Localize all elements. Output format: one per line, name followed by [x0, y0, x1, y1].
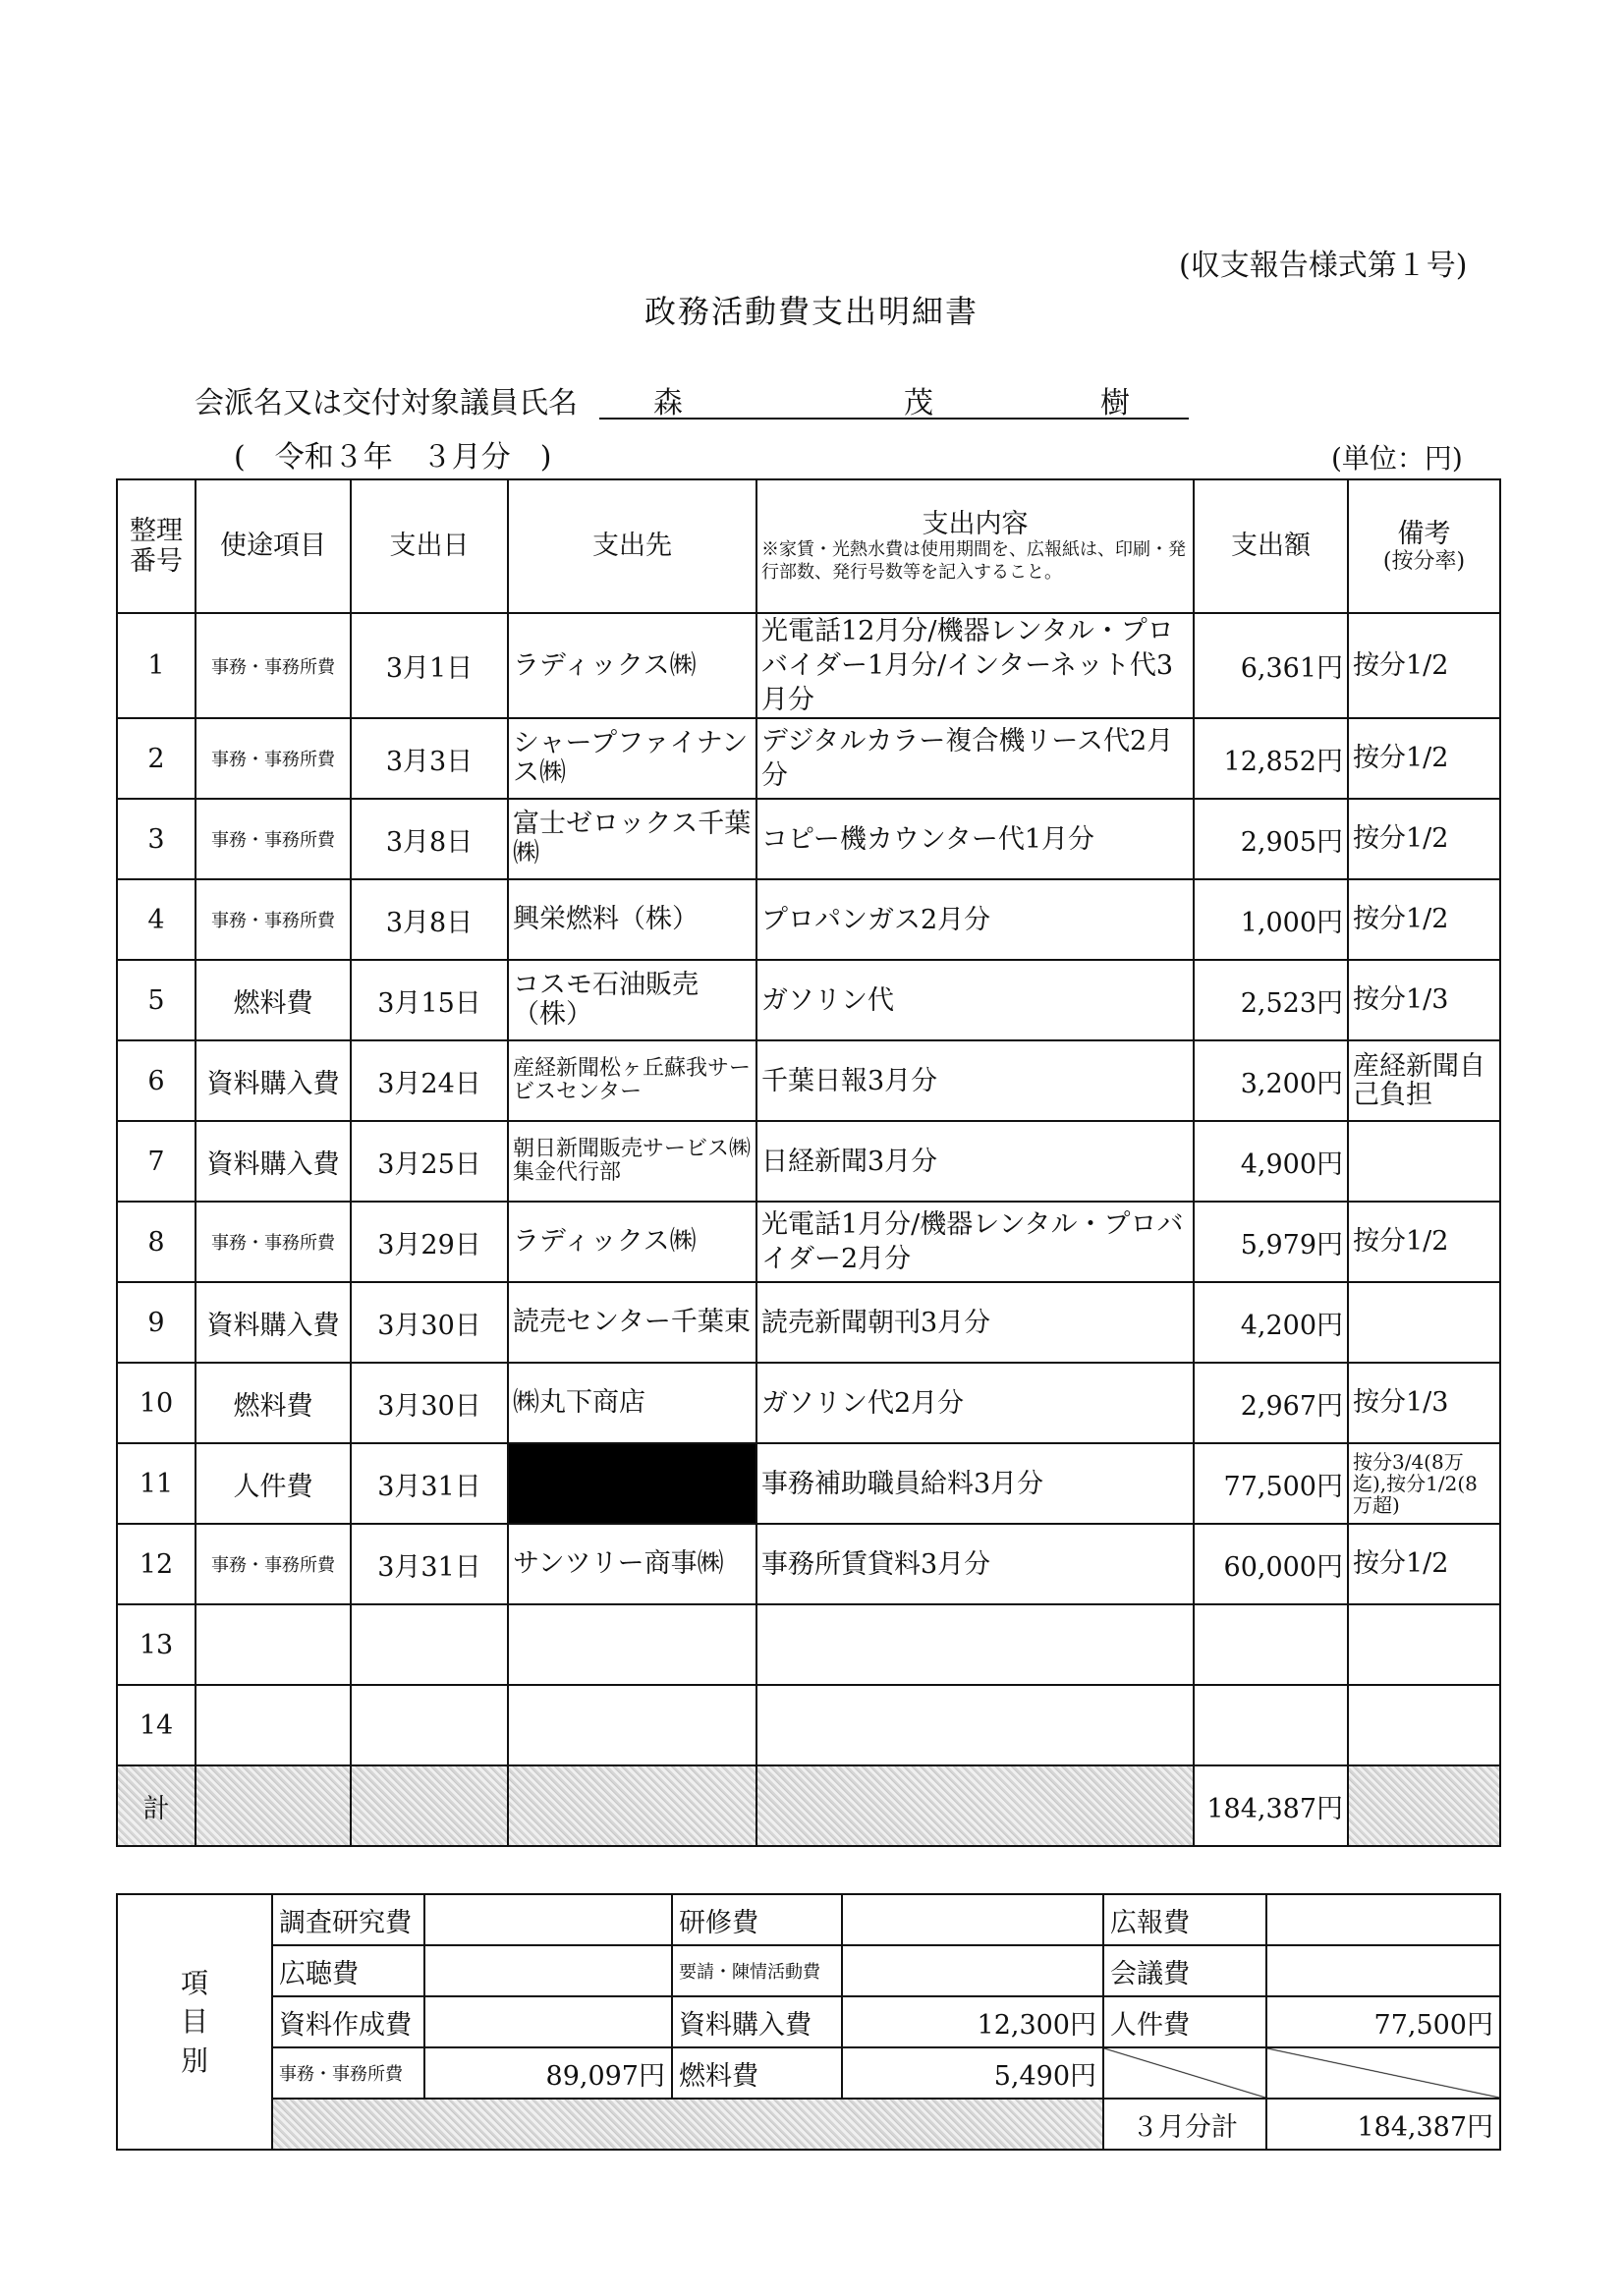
row-remarks [1348, 1121, 1500, 1202]
row-payee: 興栄燃料（株） [508, 879, 756, 960]
item-value [842, 1894, 1103, 1945]
header-category: 使途項目 [196, 479, 351, 613]
table-row [117, 1604, 1500, 1685]
expense-table [116, 478, 1501, 1847]
row-amount: 5,979円 [1194, 1202, 1348, 1282]
page-title: 政務活動費支出明細書 [644, 293, 979, 330]
row-no: 14 [117, 1685, 196, 1765]
row-category [196, 1685, 351, 1765]
row-payee: サンツリー商事㈱ [508, 1524, 756, 1604]
row-content: ガソリン代 [756, 960, 1194, 1040]
header-row [117, 479, 1500, 613]
header-remarks [1348, 479, 1500, 613]
shaded-cell [756, 1765, 1194, 1846]
row-amount: 6,361円 [1194, 613, 1348, 718]
row-remarks: 按分1/2 [1348, 1202, 1500, 1282]
item-label: 広報費 [1103, 1894, 1266, 1945]
row-date: 3月30日 [351, 1282, 508, 1363]
row-content [756, 1685, 1194, 1765]
table-row [117, 1363, 1500, 1443]
row-amount [1194, 1604, 1348, 1685]
row-payee: ラディックス㈱ [508, 613, 756, 718]
row-date: 3月31日 [351, 1443, 508, 1524]
row-no: 7 [117, 1121, 196, 1202]
row-payee [508, 1604, 756, 1685]
table-row [117, 1443, 1500, 1524]
item-label: 事務・事務所費 [272, 2047, 424, 2099]
row-no: 4 [117, 879, 196, 960]
row-content: 光電話12月分/機器レンタル・プロバイダー1月分/インターネット代3月分 [756, 613, 1194, 718]
row-content: デジタルカラー複合機リース代2月分 [756, 718, 1194, 799]
row-amount: 3,200円 [1194, 1040, 1348, 1121]
row-no: 1 [117, 613, 196, 718]
row-content: 読売新聞朝刊3月分 [756, 1282, 1194, 1363]
row-content: ガソリン代2月分 [756, 1363, 1194, 1443]
row-payee: ㈱丸下商店 [508, 1363, 756, 1443]
row-date: 3月29日 [351, 1202, 508, 1282]
member-name [599, 378, 1189, 420]
header-content [756, 479, 1194, 613]
table-row [117, 879, 1500, 960]
row-remarks: 按分1/2 [1348, 799, 1500, 879]
item-value: 12,300円 [842, 1996, 1103, 2047]
item-value: 89,097円 [424, 2047, 672, 2099]
shaded-cell [272, 2099, 1103, 2150]
item-value [424, 1996, 672, 2047]
item-value: 77,500円 [1266, 1996, 1500, 2047]
row-amount: 2,523円 [1194, 960, 1348, 1040]
row-remarks: 按分1/2 [1348, 1524, 1500, 1604]
row-category: 燃料費 [196, 1363, 351, 1443]
diagonal-cell [1103, 2047, 1266, 2099]
member-name-part: 樹 [1100, 386, 1130, 420]
item-label: 資料作成費 [272, 1996, 424, 2047]
row-remarks: 按分1/2 [1348, 718, 1500, 799]
row-category: 事務・事務所費 [196, 718, 351, 799]
diagonal-cell [1266, 2047, 1500, 2099]
row-category: 事務・事務所費 [196, 1524, 351, 1604]
member-name-part: 茂 [904, 386, 933, 420]
row-remarks: 按分3/4(8万迄),按分1/2(8万超) [1348, 1443, 1500, 1524]
row-date [351, 1604, 508, 1685]
header-content-note: ※家賃・光熱水費は使用期間を、広報紙は、印刷・発行部数、発行号数等を記入すること。 [761, 539, 1186, 583]
unit-label: (単位：円) [1331, 442, 1463, 475]
header-amount: 支出額 [1194, 479, 1348, 613]
item-label: 人件費 [1103, 1996, 1266, 2047]
table-row [117, 1685, 1500, 1765]
row-content: 事務所賃貸料3月分 [756, 1524, 1194, 1604]
item-label: 調査研究費 [272, 1894, 424, 1945]
header-no: 整理 番号 [117, 479, 196, 613]
table-row [117, 1524, 1500, 1604]
shaded-cell [196, 1765, 351, 1846]
row-amount: 77,500円 [1194, 1443, 1348, 1524]
table-row [117, 1121, 1500, 1202]
item-value [424, 1894, 672, 1945]
row-content [756, 1604, 1194, 1685]
row-no: 11 [117, 1443, 196, 1524]
row-no: 10 [117, 1363, 196, 1443]
row-content: 日経新聞3月分 [756, 1121, 1194, 1202]
table-row [117, 960, 1500, 1040]
row-remarks: 産経新聞自己負担 [1348, 1040, 1500, 1121]
item-label: 資料購入費 [672, 1996, 842, 2047]
row-content: 千葉日報3月分 [756, 1040, 1194, 1121]
item-value [1266, 1894, 1500, 1945]
row-amount [1194, 1685, 1348, 1765]
row-remarks: 按分1/2 [1348, 613, 1500, 718]
row-date: 3月8日 [351, 799, 508, 879]
row-date: 3月1日 [351, 613, 508, 718]
shaded-cell [508, 1765, 756, 1846]
item-label: 広聴費 [272, 1945, 424, 1996]
shaded-cell [351, 1765, 508, 1846]
row-content: プロパンガス2月分 [756, 879, 1194, 960]
total-row [117, 1765, 1500, 1846]
row-no: 8 [117, 1202, 196, 1282]
redacted-payee [508, 1443, 756, 1524]
row-remarks [1348, 1604, 1500, 1685]
header-payee: 支出先 [508, 479, 756, 613]
row-remarks [1348, 1685, 1500, 1765]
row-payee: 富士ゼロックス千葉㈱ [508, 799, 756, 879]
member-label: 会派名又は交付対象議員氏名 [195, 386, 578, 420]
row-date: 3月3日 [351, 718, 508, 799]
row-date: 3月31日 [351, 1524, 508, 1604]
row-content: 事務補助職員給料3月分 [756, 1443, 1194, 1524]
shaded-cell [1348, 1765, 1500, 1846]
row-no: 12 [117, 1524, 196, 1604]
row-date: 3月24日 [351, 1040, 508, 1121]
row-no: 2 [117, 718, 196, 799]
row-amount: 2,967円 [1194, 1363, 1348, 1443]
form-number: (収支報告様式第１号) [1179, 249, 1468, 283]
row-category: 事務・事務所費 [196, 799, 351, 879]
row-amount: 1,000円 [1194, 879, 1348, 960]
item-value [424, 1945, 672, 1996]
item-label: 要請・陳情活動費 [672, 1945, 842, 1996]
header-content-label: 支出内容 [922, 508, 1029, 539]
row-amount: 12,852円 [1194, 718, 1348, 799]
row-category: 事務・事務所費 [196, 613, 351, 718]
table-row [117, 613, 1500, 718]
row-no: 13 [117, 1604, 196, 1685]
header-remarks-sub: (按分率) [1382, 548, 1466, 574]
month-total-value: 184,387円 [1266, 2099, 1500, 2150]
row-date: 3月8日 [351, 879, 508, 960]
row-date: 3月30日 [351, 1363, 508, 1443]
row-remarks: 按分1/3 [1348, 960, 1500, 1040]
row-remarks [1348, 1282, 1500, 1363]
member-name-part: 森 [653, 386, 683, 420]
table-row [117, 1202, 1500, 1282]
row-payee: コスモ石油販売（株） [508, 960, 756, 1040]
row-category: 人件費 [196, 1443, 351, 1524]
item-value: 5,490円 [842, 2047, 1103, 2099]
row-date: 3月15日 [351, 960, 508, 1040]
row-remarks: 按分1/2 [1348, 879, 1500, 960]
row-payee: 読売センター千葉東 [508, 1282, 756, 1363]
table-row [117, 718, 1500, 799]
row-category [196, 1604, 351, 1685]
item-label: 研修費 [672, 1894, 842, 1945]
item-value [842, 1945, 1103, 1996]
month-total-label: ３月分計 [1103, 2099, 1266, 2150]
row-date [351, 1685, 508, 1765]
row-category: 資料購入費 [196, 1282, 351, 1363]
item-value [1266, 1945, 1500, 1996]
row-content: 光電話1月分/機器レンタル・プロバイダー2月分 [756, 1202, 1194, 1282]
row-category: 燃料費 [196, 960, 351, 1040]
row-payee [508, 1685, 756, 1765]
row-amount: 60,000円 [1194, 1524, 1348, 1604]
row-no: 9 [117, 1282, 196, 1363]
row-no: 6 [117, 1040, 196, 1121]
category-summary-table [116, 1893, 1501, 2151]
row-amount: 4,900円 [1194, 1121, 1348, 1202]
summary-side-label: 項 目 別 [117, 1894, 272, 2150]
header-remarks-label: 備考 [1397, 518, 1451, 549]
table-row [117, 799, 1500, 879]
row-no: 5 [117, 960, 196, 1040]
total-amount: 184,387円 [1194, 1765, 1348, 1846]
period: ( 令和３年 ３月分 ) [234, 440, 552, 475]
item-label: 燃料費 [672, 2047, 842, 2099]
row-content: コピー機カウンター代1月分 [756, 799, 1194, 879]
row-no: 3 [117, 799, 196, 879]
row-amount: 4,200円 [1194, 1282, 1348, 1363]
row-category: 資料購入費 [196, 1121, 351, 1202]
row-payee: ラディックス㈱ [508, 1202, 756, 1282]
row-payee: 産経新聞松ヶ丘蘇我サービスセンター [508, 1040, 756, 1121]
header-date: 支出日 [351, 479, 508, 613]
row-category: 事務・事務所費 [196, 879, 351, 960]
table-row [117, 1040, 1500, 1121]
row-category: 事務・事務所費 [196, 1202, 351, 1282]
row-date: 3月25日 [351, 1121, 508, 1202]
total-label: 計 [117, 1765, 196, 1846]
row-payee: 朝日新聞販売サービス㈱集金代行部 [508, 1121, 756, 1202]
row-payee: シャープファイナンス㈱ [508, 718, 756, 799]
row-category: 資料購入費 [196, 1040, 351, 1121]
row-amount: 2,905円 [1194, 799, 1348, 879]
table-row [117, 1282, 1500, 1363]
item-label: 会議費 [1103, 1945, 1266, 1996]
row-remarks: 按分1/3 [1348, 1363, 1500, 1443]
